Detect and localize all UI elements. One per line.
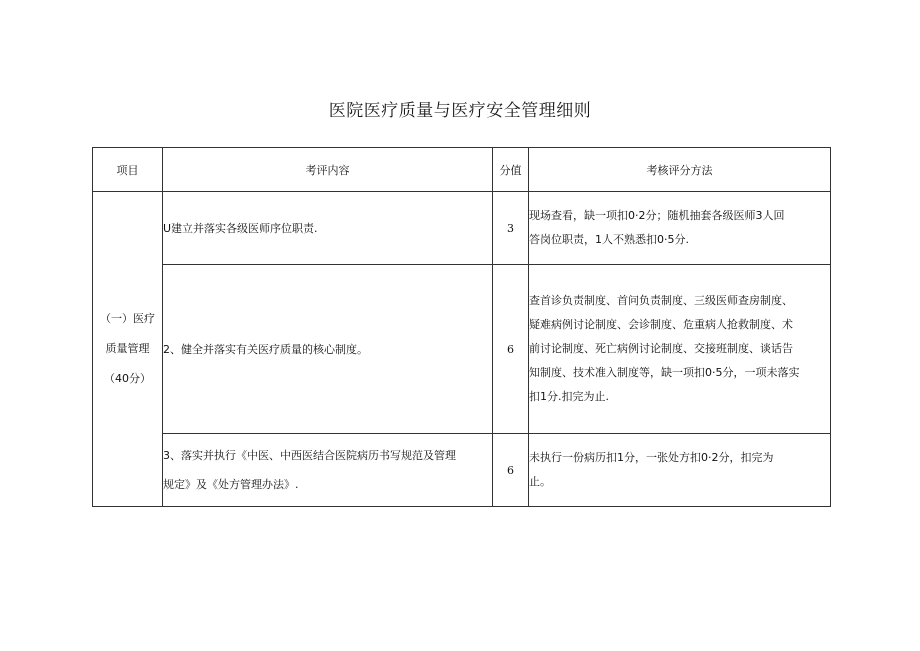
score-cell: 6: [493, 434, 529, 507]
method-line: 止。: [529, 475, 551, 488]
item-category-cell: [93, 192, 163, 507]
assessment-table: [92, 147, 831, 507]
content-cell: [163, 434, 493, 507]
item-line: 质量管理: [105, 342, 150, 355]
method-line: 知制度、技术准入制度等，缺一项扣0·5分，一项未落实: [529, 366, 800, 379]
item-line: （一）医疗: [100, 312, 155, 325]
method-line: 前讨论制度、死亡病例讨论制度、交接班制度、谈话告: [529, 342, 793, 355]
method-line: 查首诊负责制度、首问负责制度、三级医师查房制度、: [529, 294, 793, 307]
method-line: 未执行一份病历扣1分，一张处方扣0·2分，扣完为: [529, 451, 774, 464]
score-cell: 3: [493, 192, 529, 265]
table-row: [93, 192, 831, 265]
item-line: （40分）: [104, 372, 151, 385]
content-cell: U建立并落实各级医师序位职责.: [163, 192, 493, 265]
table-header-row: [93, 148, 831, 192]
content-cell: 2、健全并落实有关医疗质量的核心制度。: [163, 265, 493, 434]
content-line: 规定》及《处方管理办法》.: [163, 478, 299, 491]
header-item: 项目: [93, 148, 163, 192]
method-line: 答岗位职责，1人不熟悉扣0·5分.: [529, 233, 689, 246]
table-row: [93, 434, 831, 507]
method-line: 疑难病例讨论制度、会诊制度、危重病人抢救制度、术: [529, 318, 793, 331]
header-content: 考评内容: [163, 148, 493, 192]
method-line: 扣1分.扣完为止.: [529, 390, 609, 403]
method-cell: [529, 265, 831, 434]
method-cell: [529, 192, 831, 265]
header-method: 考核评分方法: [529, 148, 831, 192]
method-line: 现场查看，缺一项扣0·2分；随机抽套各级医师3人回: [529, 209, 785, 222]
score-cell: 6: [493, 265, 529, 434]
document-title: 医院医疗质量与医疗安全管理细则: [328, 101, 592, 121]
table-row: [93, 265, 831, 434]
content-line: 3、落实并执行《中医、中西医结合医院病历书写规范及管理: [163, 449, 456, 462]
method-cell: [529, 434, 831, 507]
header-score: 分值: [493, 148, 529, 192]
